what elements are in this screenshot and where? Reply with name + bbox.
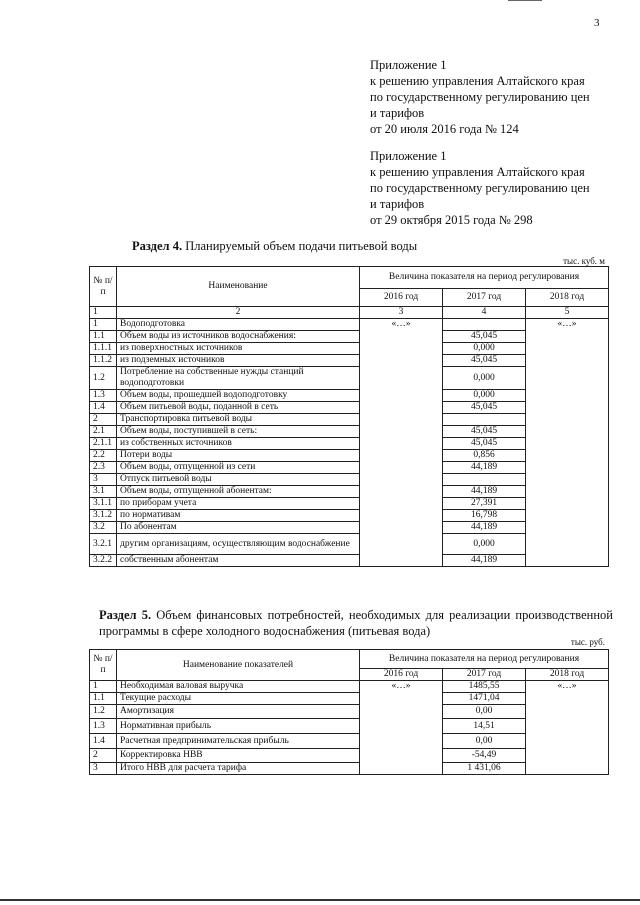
row-name: Отпуск питьевой воды — [117, 474, 360, 486]
table-row — [90, 426, 609, 438]
table-row — [90, 510, 609, 522]
row-number: 1.4 — [90, 402, 117, 414]
table-header-row — [90, 267, 609, 289]
value-2018 — [526, 510, 609, 522]
value-2017: 45,045 — [443, 355, 526, 367]
value-2017 — [443, 414, 526, 426]
page-number: 3 — [594, 17, 600, 29]
appendix-line: от 20 июля 2016 года № 124 — [370, 122, 519, 136]
section-5-number: Раздел 5. — [99, 608, 152, 622]
row-number: 3.2.2 — [90, 555, 117, 567]
value-2018 — [526, 486, 609, 498]
index-cell: 4 — [443, 307, 526, 319]
row-name: Нормативная прибыль — [117, 719, 360, 734]
appendix-line: от 29 октября 2015 года № 298 — [370, 213, 533, 227]
value-2016 — [360, 462, 443, 474]
index-cell: 1 — [90, 307, 117, 319]
scan-bottom-edge — [0, 899, 640, 901]
header-period: Величина показателя на период регулирования — [360, 267, 609, 289]
table-row — [90, 719, 609, 734]
table-header-row — [90, 650, 609, 669]
header-2018: 2018 год — [526, 289, 609, 307]
value-2017: 0,00 — [443, 734, 526, 749]
value-2016 — [360, 402, 443, 414]
value-2016 — [360, 534, 443, 555]
value-2017: 44,189 — [443, 555, 526, 567]
appendix-line: по государственному регулированию цен — [370, 181, 590, 195]
row-name: Объем воды, отпущенной из сети — [117, 462, 360, 474]
header-num: № п/п — [90, 650, 117, 681]
row-name: Необходимая валовая выручка — [117, 681, 360, 693]
row-name: из подземных источников — [117, 355, 360, 367]
value-2018: «…» — [526, 319, 609, 331]
scan-mark — [508, 0, 542, 1]
row-number: 1 — [90, 319, 117, 331]
index-cell: 5 — [526, 307, 609, 319]
value-2017: 0,00 — [443, 705, 526, 719]
row-name: По абонентам — [117, 522, 360, 534]
row-name: Объем питьевой воды, поданной в сеть — [117, 402, 360, 414]
table-row — [90, 402, 609, 414]
row-name: Корректировка НВВ — [117, 749, 360, 763]
row-number: 2 — [90, 749, 117, 763]
value-2018 — [526, 390, 609, 402]
value-2016 — [360, 438, 443, 450]
row-number: 1.4 — [90, 734, 117, 749]
value-2017: 45,045 — [443, 402, 526, 414]
value-2016 — [360, 555, 443, 567]
section-4-unit: тыс. куб. м — [563, 256, 605, 266]
row-name: по приборам учета — [117, 498, 360, 510]
section-4-number: Раздел 4. — [132, 239, 183, 253]
value-2016 — [360, 510, 443, 522]
value-2018 — [526, 719, 609, 734]
appendix-block-2 — [370, 148, 590, 228]
table-row — [90, 498, 609, 510]
row-number: 2.3 — [90, 462, 117, 474]
table-row — [90, 705, 609, 719]
value-2018 — [526, 331, 609, 343]
value-2016 — [360, 734, 443, 749]
value-2017: 0,856 — [443, 450, 526, 462]
row-number: 2 — [90, 414, 117, 426]
row-name: Объем воды, поступившей в сеть: — [117, 426, 360, 438]
table-row — [90, 414, 609, 426]
row-name: Потери воды — [117, 450, 360, 462]
row-number: 3 — [90, 474, 117, 486]
value-2018 — [526, 438, 609, 450]
value-2018 — [526, 414, 609, 426]
row-number: 3.2 — [90, 522, 117, 534]
financial-needs-table — [89, 649, 609, 775]
value-2017: 44,189 — [443, 486, 526, 498]
value-2018 — [526, 705, 609, 719]
row-name: по нормативам — [117, 510, 360, 522]
appendix-line: по государственному регулированию цен — [370, 90, 590, 104]
value-2017: 0,000 — [443, 390, 526, 402]
value-2016 — [360, 693, 443, 705]
header-2016: 2016 год — [360, 669, 443, 681]
row-number: 1.1.2 — [90, 355, 117, 367]
row-name: другим организациям, осуществляющим водоснабжение — [117, 534, 360, 555]
value-2017: -54,49 — [443, 749, 526, 763]
appendix-line: Приложение 1 — [370, 58, 447, 72]
header-2017: 2017 год — [443, 289, 526, 307]
table-index-row — [90, 307, 609, 319]
table-row — [90, 555, 609, 567]
value-2016 — [360, 522, 443, 534]
value-2017: 45,045 — [443, 426, 526, 438]
value-2018 — [526, 555, 609, 567]
row-number: 1.1 — [90, 331, 117, 343]
value-2016: «…» — [360, 319, 443, 331]
value-2016 — [360, 355, 443, 367]
value-2017: 0,000 — [443, 534, 526, 555]
row-name: Транспортировка питьевой воды — [117, 414, 360, 426]
value-2018 — [526, 367, 609, 390]
row-number: 3.2.1 — [90, 534, 117, 555]
value-2018: «…» — [526, 681, 609, 693]
row-number: 1.2 — [90, 367, 117, 390]
value-2017: 1471,04 — [443, 693, 526, 705]
value-2018 — [526, 734, 609, 749]
value-2016 — [360, 367, 443, 390]
value-2017: 45,045 — [443, 331, 526, 343]
header-2018: 2018 год — [526, 669, 609, 681]
table-row — [90, 343, 609, 355]
value-2017: 16,798 — [443, 510, 526, 522]
row-name: Текущие расходы — [117, 693, 360, 705]
section-4-title — [132, 239, 417, 254]
table-row — [90, 474, 609, 486]
row-number: 1.3 — [90, 719, 117, 734]
value-2016 — [360, 486, 443, 498]
table-row — [90, 486, 609, 498]
value-2017: 44,189 — [443, 462, 526, 474]
header-2016: 2016 год — [360, 289, 443, 307]
row-number: 1.2 — [90, 705, 117, 719]
value-2016 — [360, 705, 443, 719]
row-number: 3.1 — [90, 486, 117, 498]
row-number: 3.1.2 — [90, 510, 117, 522]
value-2018 — [526, 534, 609, 555]
section-5-name: Объем финансовых потребностей, необходимых для реализации производственной программы в сфере холодного водоснабжения (питьевая вода) — [99, 608, 613, 638]
value-2018 — [526, 693, 609, 705]
appendix-line: к решению управления Алтайского края — [370, 165, 585, 179]
header-name: Наименование показателей — [117, 650, 360, 681]
value-2016 — [360, 343, 443, 355]
value-2018 — [526, 462, 609, 474]
table-row — [90, 367, 609, 390]
value-2017: 45,045 — [443, 438, 526, 450]
value-2017: 14,51 — [443, 719, 526, 734]
table-row — [90, 734, 609, 749]
row-number: 1.1.1 — [90, 343, 117, 355]
appendix-line: и тарифов — [370, 106, 425, 120]
table-row — [90, 319, 609, 331]
table-row — [90, 522, 609, 534]
value-2018 — [526, 450, 609, 462]
value-2018 — [526, 402, 609, 414]
row-name: Объем воды, отпущенной абонентам: — [117, 486, 360, 498]
value-2018 — [526, 343, 609, 355]
value-2017: 44,189 — [443, 522, 526, 534]
row-number: 1 — [90, 681, 117, 693]
row-number: 1.1 — [90, 693, 117, 705]
row-name: Расчетная предпринимательская прибыль — [117, 734, 360, 749]
header-2017: 2017 год — [443, 669, 526, 681]
appendix-line: Приложение 1 — [370, 149, 447, 163]
value-2018 — [526, 522, 609, 534]
value-2016 — [360, 390, 443, 402]
value-2016 — [360, 450, 443, 462]
header-period: Величина показателя на период регулирования — [360, 650, 609, 669]
value-2016 — [360, 331, 443, 343]
row-number: 2.1.1 — [90, 438, 117, 450]
value-2017 — [443, 474, 526, 486]
appendix-block-1 — [370, 57, 590, 137]
value-2016 — [360, 749, 443, 763]
row-name: из поверхностных источников — [117, 343, 360, 355]
value-2018 — [526, 355, 609, 367]
value-2016 — [360, 426, 443, 438]
row-number: 2.1 — [90, 426, 117, 438]
row-number: 3.1.1 — [90, 498, 117, 510]
table-row — [90, 450, 609, 462]
table-row — [90, 462, 609, 474]
value-2017: 0,000 — [443, 343, 526, 355]
value-2016 — [360, 719, 443, 734]
table-row — [90, 693, 609, 705]
value-2017: 1485,55 — [443, 681, 526, 693]
row-name: Объем воды из источников водоснабжения: — [117, 331, 360, 343]
value-2016 — [360, 763, 443, 775]
section-5-title — [99, 607, 613, 639]
appendix-line: и тарифов — [370, 197, 425, 211]
row-name: Итого НВВ для расчета тарифа — [117, 763, 360, 775]
value-2018 — [526, 763, 609, 775]
index-cell: 2 — [117, 307, 360, 319]
section-4-name: Планируемый объем подачи питьевой воды — [182, 239, 418, 253]
row-name: из собственных источников — [117, 438, 360, 450]
table-row — [90, 749, 609, 763]
row-name: Водоподготовка — [117, 319, 360, 331]
value-2016: «…» — [360, 681, 443, 693]
table-row — [90, 438, 609, 450]
value-2016 — [360, 414, 443, 426]
row-name: Амортизация — [117, 705, 360, 719]
value-2018 — [526, 749, 609, 763]
row-number: 1.3 — [90, 390, 117, 402]
value-2018 — [526, 474, 609, 486]
table-row — [90, 355, 609, 367]
section-5-unit: тыс. руб. — [570, 637, 605, 647]
table-row — [90, 390, 609, 402]
water-volume-table — [89, 266, 609, 567]
value-2016 — [360, 498, 443, 510]
value-2017 — [443, 319, 526, 331]
value-2016 — [360, 474, 443, 486]
value-2017: 0,000 — [443, 367, 526, 390]
table-row — [90, 763, 609, 775]
value-2017: 27,391 — [443, 498, 526, 510]
header-num: № п/п — [90, 267, 117, 307]
row-name: Потребление на собственные нужды станций водоподготовки — [117, 367, 360, 390]
header-name: Наименование — [117, 267, 360, 307]
value-2018 — [526, 426, 609, 438]
appendix-line: к решению управления Алтайского края — [370, 74, 585, 88]
index-cell: 3 — [360, 307, 443, 319]
table-row — [90, 681, 609, 693]
row-number: 2.2 — [90, 450, 117, 462]
row-number: 3 — [90, 763, 117, 775]
row-name: собственным абонентам — [117, 555, 360, 567]
value-2017: 1 431,06 — [443, 763, 526, 775]
table-row — [90, 534, 609, 555]
value-2018 — [526, 498, 609, 510]
row-name: Объем воды, прошедшей водоподготовку — [117, 390, 360, 402]
table-row — [90, 331, 609, 343]
